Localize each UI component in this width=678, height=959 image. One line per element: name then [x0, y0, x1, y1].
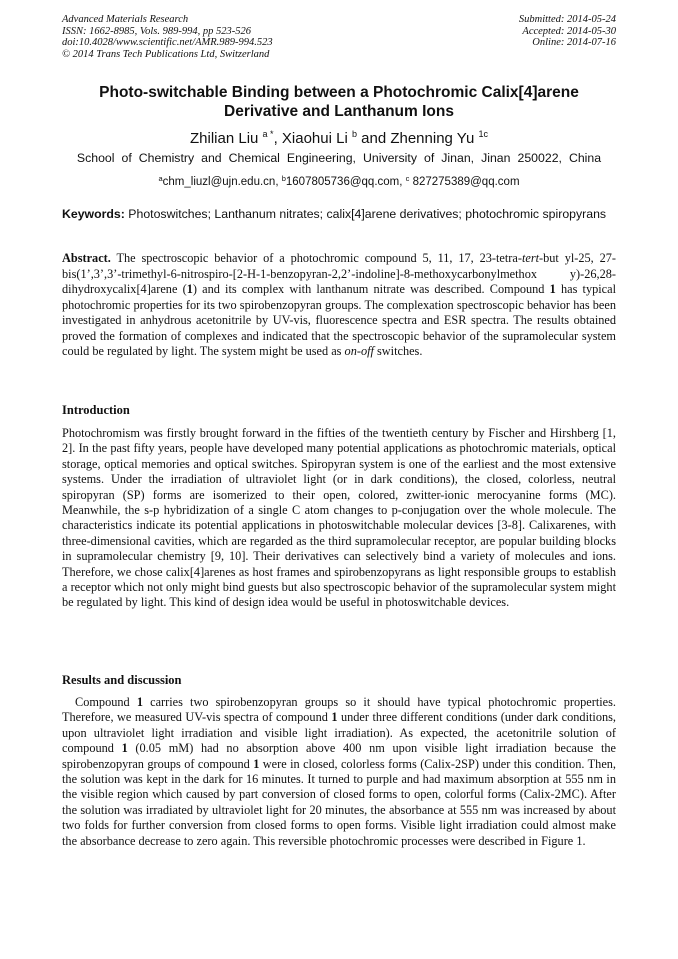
author-1-sup: a * [262, 129, 274, 139]
results-compound-1a: 1 [136, 695, 143, 709]
email-a: chm_liuzl@ujn.edu.cn, [162, 176, 282, 188]
email-b-sup: b [281, 174, 286, 183]
abstract-text-1: The spectroscopic behavior of a photochromic compound 5, 11, 17, 23-tetra- [110, 251, 522, 265]
journal-doi: doi:10.4028/www.scientific.net/AMR.989-994.523 [62, 37, 273, 49]
title-line-1: Photo-switchable Binding between a Photochromic Calix[4]arene [99, 84, 579, 101]
submitted-date: Submitted: 2014-05-24 [518, 14, 616, 25]
abstract-tert: tert [521, 251, 540, 265]
journal-name: Advanced Materials Research [62, 14, 189, 25]
journal-copyright: © 2014 Trans Tech Publications Ltd, Switzerland [62, 48, 270, 60]
accepted-date: Accepted: 2014-05-30 [522, 25, 616, 37]
abstract-compound-1b: 1 [549, 282, 556, 296]
abstract-label: Abstract. [62, 251, 111, 265]
online-date: Online: 2014-07-16 [532, 37, 616, 49]
email-b: 1607805736@qq.com, [285, 176, 406, 188]
results-text [62, 695, 616, 849]
keywords-text: Photoswitches; Lanthanum nitrates; calix[4]arene derivatives; photochromic spiropyrans [124, 207, 607, 221]
abstract-text-3: ) and its complex with lanthanum nitrate was described. Compound [192, 282, 550, 296]
journal-header [62, 14, 273, 60]
results-heading: Results and discussion [62, 673, 182, 687]
results-text-1: Compound [75, 695, 137, 709]
results-text-2: carries two spirobenzopyran groups so it should have typical photochromic properties. Therefore, we measured UV-vis spectra of compound [62, 695, 616, 725]
author-2-sup: b [351, 129, 357, 139]
email-a-sup: a [158, 174, 163, 183]
author-2: , Xiaohui Li [273, 130, 348, 147]
abstract-compound-1a: 1 [186, 282, 193, 296]
author-emails [62, 172, 616, 189]
dates-header [519, 14, 616, 49]
author-1: Zhilian Liu [190, 130, 259, 147]
abstract-text-4: has typical photochromic properties for its two spirobenzopyran groups. The complexation spectroscopic behavior has been investigated in anhydrous acetonitrile by UV-vis, fluorescence spectra and ESR spectra. The results obtained proved the formation of complexes and indicated that the spectroscopic behavior of the supramolecular system could be regulated by light. The system might be used as [62, 282, 616, 358]
abstract [62, 251, 616, 360]
keywords [62, 207, 616, 222]
author-3-sup: 1c [478, 129, 488, 139]
results-text-3: under three different conditions (under dark conditions, upon ultraviolet light irradiation and visible light irradiation). As expected, the acetonitrile solution of compound [62, 710, 616, 756]
results-text-4: (0.05 mM) had no absorption above 400 nm upon visible light irradiation because the spirobenzopyran groups of compound [62, 741, 616, 771]
results-compound-1d: 1 [253, 756, 260, 771]
results-compound-1c: 1 [121, 741, 128, 756]
abstract-text-5: switches. [373, 344, 423, 358]
abstract-on-off: on-off [344, 344, 374, 358]
email-c-sup: c [405, 174, 410, 183]
author-3: and Zhenning Yu [356, 130, 475, 147]
affiliation: School of Chemistry and Chemical Engineering, University of Jinan, Jinan 250022, China [76, 151, 602, 165]
abstract-text-2: -but yl-25, 27-bis(1’,3’,3’-trimethyl-6-nitrospiro-[2-H-1-benzopyran-2,2’-indoline]-8-methoxycarbonylmethox y)-26,28-dihydroxycalix[4]arene ( [62, 251, 616, 296]
results-text-5: were in closed, colorless forms (Calix-2SP) under this condition. Then, the solution was kept in the dark for 16 minutes. It turned to purple and had maximum absorption at 555 nm in the visible region which caused by part conversion of closed forms to open, colorful forms (Calix-2MC). After the solution was irradiated by ultraviolet light for 20 minutes, the absorbance at 555 nm was increased by about two folds for further conversion from closed forms to open forms. Visible light irradiation could almost make the absorbance decrease to zero again. This reversible photochromic processes were described in Figure 1. [62, 756, 616, 848]
email-c: 827275389@qq.com [409, 176, 520, 188]
introduction-text: Photochromism was firstly brought forward in the fifties of the twentieth century by Fischer and Hirshberg [1, 2]. In the past fifty years, people have developed many potential applications as photochromic materials, optical storage, optical memories and optical switches. Spiropyran system is one of the earliest and the most extensive systems. Under the irradiation of ultraviolet light (or in dark conditions), the closed, colorless, neutral spiropyran (SP) forms are isomerized to their open, colored, zwitter-ionic merocyanine forms (MC). Meanwhile, the s-p hybridization of a single C atom changes to p-conjugation over the whole molecule. The characteristics indicate its potential applications in photoswitchable molecular devices [3-8]. Calixarenes, with three-dimensional cavities, which are regarded as the third supramolecular receptor, are popular building blocks in supramolecular chemistry [9, 10]. Their derivatives can selectively bind a variety of molecules and ions. Therefore, we chose calix[4]arenes as host frames and spirobenzopyrans as light responsible groups to establish a receptor which not only might bind guests but also spectroscopic behavior of the supramolecular system might be regulated by light. This kind of design idea would be useful in photoswitchable devices. [62, 426, 616, 610]
title-line-2: Derivative and Lanthanum Ions [224, 103, 454, 120]
introduction-heading: Introduction [62, 403, 130, 417]
journal-issn: ISSN: 1662-8985, Vols. 989-994, pp 523-526 [62, 25, 251, 37]
paper-title [62, 83, 616, 121]
results-compound-1b: 1 [331, 710, 338, 725]
keywords-label: Keywords: [62, 207, 125, 221]
author-list [62, 125, 616, 148]
